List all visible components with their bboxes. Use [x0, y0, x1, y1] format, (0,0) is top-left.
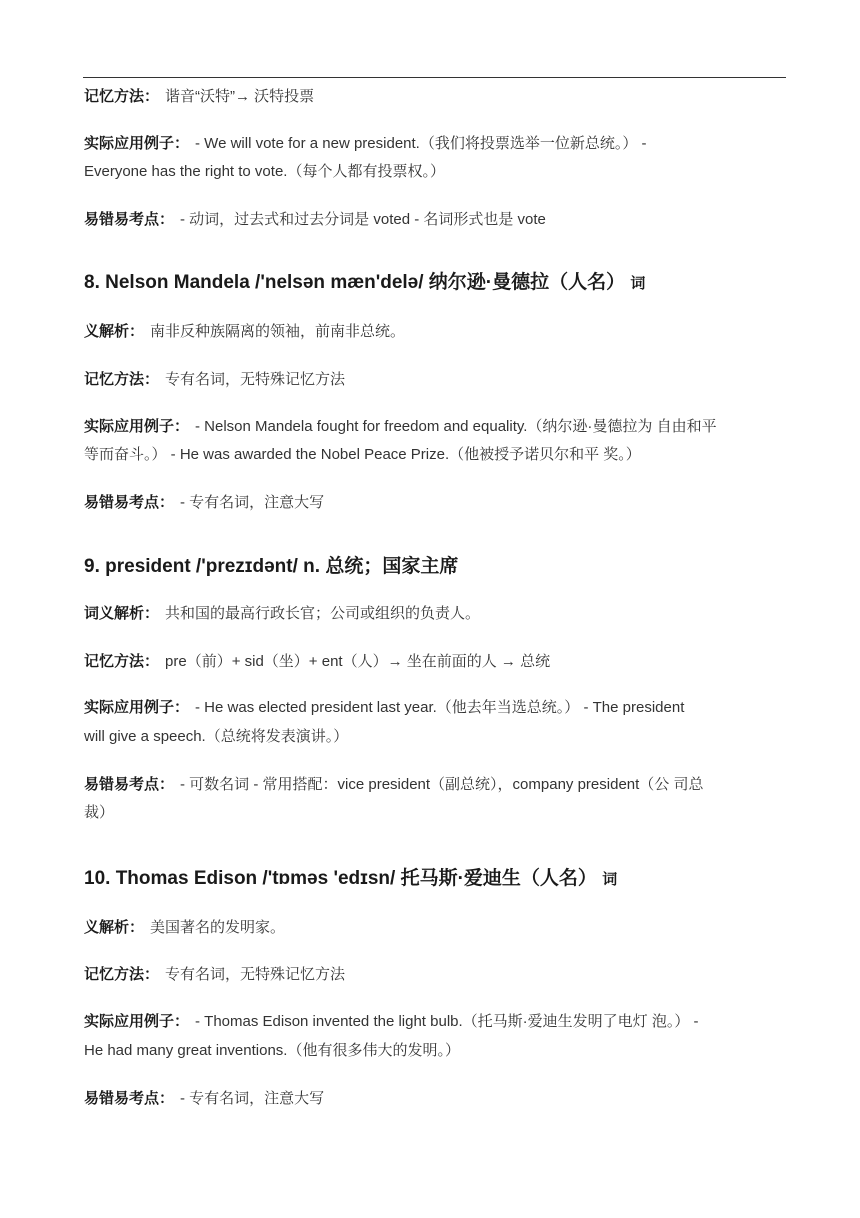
entry7-pitfalls — [84, 211, 546, 229]
pitfalls-label: 易错易考点： — [84, 494, 175, 511]
memory-label: 记忆方法： — [84, 653, 160, 670]
entry10-pitfalls — [84, 1090, 324, 1108]
entry10-examples-cont — [84, 1042, 460, 1060]
entry9-examples — [84, 699, 684, 717]
pitfalls-text: - 专有名词，注意大写 — [180, 1090, 325, 1107]
examples-text: - We will vote for a new president.（我们将投票选举一位新总统。） - — [195, 135, 647, 152]
examples-text: - He was elected president last year.（他去年当选总统。） - The president — [195, 699, 685, 716]
examples-label: 实际应用例子： — [84, 1013, 190, 1030]
memory-label: 记忆方法： — [84, 371, 160, 388]
entry8-pitfalls — [84, 494, 324, 512]
examples-label: 实际应用例子： — [84, 699, 190, 716]
entry10-heading — [84, 867, 617, 892]
examples-label: 实际应用例子： — [84, 418, 190, 435]
pitfalls-label: 易错易考点： — [84, 1090, 175, 1107]
meaning-label: 词义解析： — [84, 605, 160, 622]
entry9-memory — [84, 653, 550, 671]
memory-label: 记忆方法： — [84, 966, 160, 983]
examples-text: Everyone has the right to vote.（每个人都有投票权。） — [84, 163, 445, 180]
examples-text: He had many great inventions.（他有很多伟大的发明。） — [84, 1042, 460, 1059]
entry-title-tail: 词 — [630, 275, 646, 292]
memory-text: 谐音“沃特”→ 沃特投票 — [165, 88, 315, 105]
entry-title: 8. Nelson Mandela /'nelsən mæn'delə/ 纳尔逊·曼德拉（人名） — [84, 272, 626, 293]
entry9-pitfalls-cont — [84, 804, 114, 822]
meaning-label: 义解析： — [84, 323, 145, 340]
entry9-pitfalls — [84, 776, 703, 794]
examples-text: will give a speech.（总统将发表演讲。） — [84, 728, 349, 745]
entry9-examples-cont — [84, 728, 348, 746]
entry9-meaning — [84, 605, 480, 623]
entry8-heading — [84, 271, 645, 296]
memory-text: 专有名词，无特殊记忆方法 — [165, 371, 346, 388]
examples-text: - Thomas Edison invented the light bulb.（托马斯·爱迪生发明了电灯 泡。） - — [195, 1013, 699, 1030]
examples-label: 实际应用例子： — [84, 135, 190, 152]
pitfalls-label: 易错易考点： — [84, 211, 175, 228]
pitfalls-text: 裁） — [84, 804, 115, 821]
pitfalls-text: - 动词，过去式和过去分词是 voted - 名词形式也是 vote — [180, 211, 546, 228]
entry-title: 10. Thomas Edison /'tɒməs 'edɪsn/ 托马斯·爱迪生（人名） — [84, 868, 597, 889]
pitfalls-label: 易错易考点： — [84, 776, 175, 793]
entry10-memory — [84, 966, 345, 984]
entry10-examples — [84, 1013, 699, 1031]
entry8-meaning — [84, 323, 405, 341]
entry8-memory — [84, 371, 345, 389]
entry8-examples — [84, 418, 717, 436]
entry7-examples — [84, 135, 647, 153]
top-rule — [83, 77, 786, 78]
memory-text: pre（前）+ sid（坐）+ ent（人）→ 坐在前面的人 → 总统 — [165, 653, 551, 670]
meaning-text: 共和国的最高行政长官；公司或组织的负责人。 — [165, 605, 481, 622]
memory-text: 专有名词，无特殊记忆方法 — [165, 966, 346, 983]
entry-title: 9. president /'prezɪdənt/ n. 总统；国家主席 — [84, 556, 459, 577]
entry7-memory — [84, 88, 314, 106]
meaning-label: 义解析： — [84, 919, 145, 936]
entry9-heading — [84, 555, 458, 579]
pitfalls-text: - 可数名词 - 常用搭配：vice president（副总统），company president（公 司总 — [180, 776, 704, 793]
entry10-meaning — [84, 919, 285, 937]
meaning-text: 美国著名的发明家。 — [150, 919, 286, 936]
entry-title-tail: 词 — [602, 871, 618, 888]
entry7-examples-cont — [84, 163, 445, 181]
pitfalls-text: - 专有名词，注意大写 — [180, 494, 325, 511]
meaning-text: 南非反种族隔离的领袖，前南非总统。 — [150, 323, 406, 340]
memory-label: 记忆方法： — [84, 88, 160, 105]
entry8-examples-cont — [84, 446, 641, 464]
examples-text: 等而奋斗。） - He was awarded the Nobel Peace Prize.（他被授予诺贝尔和平 奖。） — [84, 446, 641, 463]
examples-text: - Nelson Mandela fought for freedom and equality.（纳尔逊·曼德拉为 自由和平 — [195, 418, 717, 435]
